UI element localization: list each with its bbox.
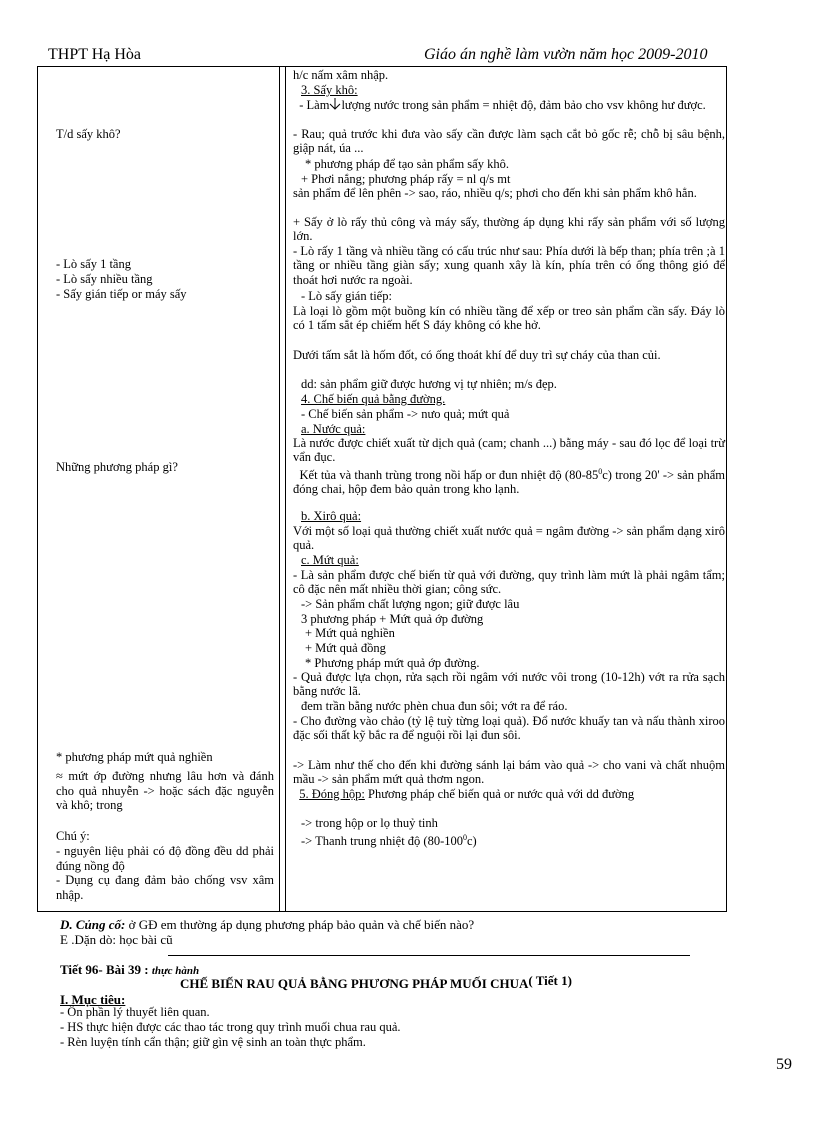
r-line-33: -> trong hộp or lọ thuỷ tinh xyxy=(301,816,438,830)
r-line-06: + Phơi nắng; phương pháp rấy = nl q/s mt xyxy=(301,172,511,186)
r-line-11: Là loại lò gồm một buồng kín có nhiều tầng để xếp or treo sản phẩm cần sấy. Đáy lò có 1 tấm sắt ép chiếm hết S đáy không có khe hở. xyxy=(293,304,725,333)
homework-line: E .Dặn dò: học bài cũ xyxy=(60,932,173,947)
objective-1: - Ôn phần lý thuyết liên quan. xyxy=(60,1005,210,1019)
r-heading-drying: 3. Sấy khô: xyxy=(301,83,358,97)
r-line-12: Dưới tấm sắt là hốm đốt, có ống thoát khí để duy trì sự cháy của than củi. xyxy=(293,348,661,362)
lesson-number: Tiết 96- Bài 39 : thực hành xyxy=(60,962,200,977)
r-line-15: - Chế biến sản phẩm -> nưo quả; mứt quả xyxy=(301,407,510,421)
r-heading-sugar: 4. Chế biến quả bằng đường. xyxy=(301,392,446,406)
r-heading-syrup: b. Xirô quả: xyxy=(301,509,362,523)
r-line-28: - Quả được lựa chọn, rửa sạch rồi ngâm với nước vôi trong (10-12h) vớt ra rửa sạch bằng nước lã. xyxy=(293,670,725,699)
arrow-down-icon xyxy=(329,98,341,110)
header-subject: Giáo án nghề làm vườn năm học 2009-2010 xyxy=(424,46,708,63)
r-line-27: * Phương pháp mứt quả ớp đường. xyxy=(305,656,480,670)
right-column xyxy=(285,67,725,911)
dryer-type-2: - Lò sấy nhiều tầng xyxy=(56,272,153,286)
consolidation-line: D. Củng cố: ở GĐ em thường áp dụng phương pháp bảo quản và chế biến nào? xyxy=(60,917,475,932)
r-line-26: + Mứt quả đồng xyxy=(305,641,386,655)
left-column xyxy=(38,67,279,911)
r-line-31: -> Làm như thế cho đến khi đường sánh lại bám vào quả -> cho vani và chất nhuộm mầu -> sản phẩm mứt quả thơm ngon. xyxy=(293,758,725,787)
r-line-09: - Lò rấy 1 tầng và nhiều tầng có cấu trúc như sau: Phía dưới là bếp than; phía trên ;à 1 tầng or nhiều tầng giàn sấy; xung quanh xây là kín, phía trên có ống thông gió để thoát hơi nước ra ngoài. xyxy=(293,244,725,287)
lesson-title: CHẾ BIẾN RAU QUẢ BẰNG PHƯƠNG PHÁP MUỐI CHUA( Tiết 1) xyxy=(180,973,572,991)
r-line-24: 3 phương pháp + Mứt quả ớp đường xyxy=(301,612,484,626)
lesson-table xyxy=(37,66,727,912)
page-number: 59 xyxy=(776,1056,792,1073)
header-school: THPT Hạ Hòa xyxy=(48,46,142,63)
r-heading-jam: c. Mứt quả: xyxy=(301,553,359,567)
r-line-29: đem trần bằng nước phèn chua đun sôi; vớt ra để ráo. xyxy=(301,699,568,713)
question-drying: T/d sấy khô? xyxy=(56,127,121,141)
objective-3: - Rèn luyện tính cẩn thận; giữ gìn vệ sinh an toàn thực phẩm. xyxy=(60,1035,366,1049)
r-line-17: Là nước được chiết xuất từ dịch quả (cam; chanh ...) bằng máy - sau đó lọc để loại trừ vẩn đục. xyxy=(293,436,725,465)
r-line-30: - Cho đường vào chảo (tỷ lệ tuỳ từng loại quả). Đổ nước khuấy tan và nấu thành xiroo đặc sối thất kỹ bắc ra để nguội rồi lại đun sôi. xyxy=(293,714,725,743)
r-line-13: dd: sản phẩm giữ được hương vị tự nhiên; m/s đẹp. xyxy=(301,377,557,391)
question-methods: Những phương pháp gì? xyxy=(56,460,178,474)
r-line-34: -> Thanh trung nhiệt độ $(80-100^0c)$ xyxy=(301,833,477,849)
r-heading-juice: a. Nước quả: xyxy=(301,422,366,436)
objective-2: - HS thực hiện được các thao tác trong quy trình muối chua rau quả. xyxy=(60,1020,401,1034)
r-line-08: + Sấy ở lò rấy thủ công và máy sấy, thường áp dụng khi rấy sản phẩm với số lượng lớn. xyxy=(293,215,725,244)
objectives-heading: I. Mục tiêu: xyxy=(60,992,126,1007)
note-title: Chú ý: xyxy=(56,829,90,843)
dryer-type-3: - Sấy gián tiếp or máy sấy xyxy=(56,287,187,301)
r-line-07: sản phẩm để lên phên -> sao, ráo, nhiều q/s; phơi cho đến khi sản phẩm khô hẳn. xyxy=(293,186,697,200)
dryer-type-1: - Lò sấy 1 tầng xyxy=(56,257,131,271)
r-line-18: Kết tủa và thanh trùng trong nồi hấp or đun nhiệt độ $(80-85^0c)$ trong 20' -> sản phẩm đóng chai, hộp đem bảo quản trong kho lạnh. xyxy=(293,467,725,497)
r-line-20: Với một số loại quả thường chiết xuất nước quả = ngâm đường -> sản phẩm dạng xirô quả. xyxy=(293,524,725,553)
r-line-04: - Rau; quả trước khi đưa vào sấy cần được làm sạch cắt bỏ gốc rễ; chỗ bị sâu bệnh, giập nát, úa ... xyxy=(293,127,725,156)
note-2: - Dụng cụ đang đảm bảo chống vsv xâm nhập. xyxy=(56,873,274,902)
r-line-32: 5. Đóng hộp: Phương pháp chế biến quả or nước quả với dd đường xyxy=(299,787,635,801)
note-1: - nguyên liệu phải có độ đồng đều dd phải đúng nồng độ xyxy=(56,844,274,873)
r-line-25: + Mứt quả nghiền xyxy=(305,626,395,640)
mashed-jam-method: * phương pháp mứt quả nghiền xyxy=(56,750,213,764)
r-line-05: * phương pháp để tạo sản phẩm sấy khô. xyxy=(305,157,509,171)
r-line-01: h/c nấm xâm nhập. xyxy=(293,68,389,82)
r-line-03: - Làm lượng nước trong sản phẩm = nhiệt độ, đảm bảo cho vsv không hư được. xyxy=(299,98,706,112)
r-line-23: -> Sản phẩm chất lượng ngon; giữ được lâu xyxy=(301,597,520,611)
r-line-22: - Là sản phẩm được chế biến từ quả với đường, quy trình làm mứt là phải ngâm tẩm; cô đặc nên mất nhiều thời gian; công sức. xyxy=(293,568,725,597)
column-divider xyxy=(279,67,280,911)
mashed-jam-desc: ≈ mứt ớp đường nhưng lâu hơn và đánh cho quả nhuyễn -> hoặc sách đặc nguyễn và khô; trong xyxy=(56,769,274,812)
separator-line xyxy=(168,955,690,956)
r-line-10: - Lò sấy gián tiếp: xyxy=(301,289,392,303)
